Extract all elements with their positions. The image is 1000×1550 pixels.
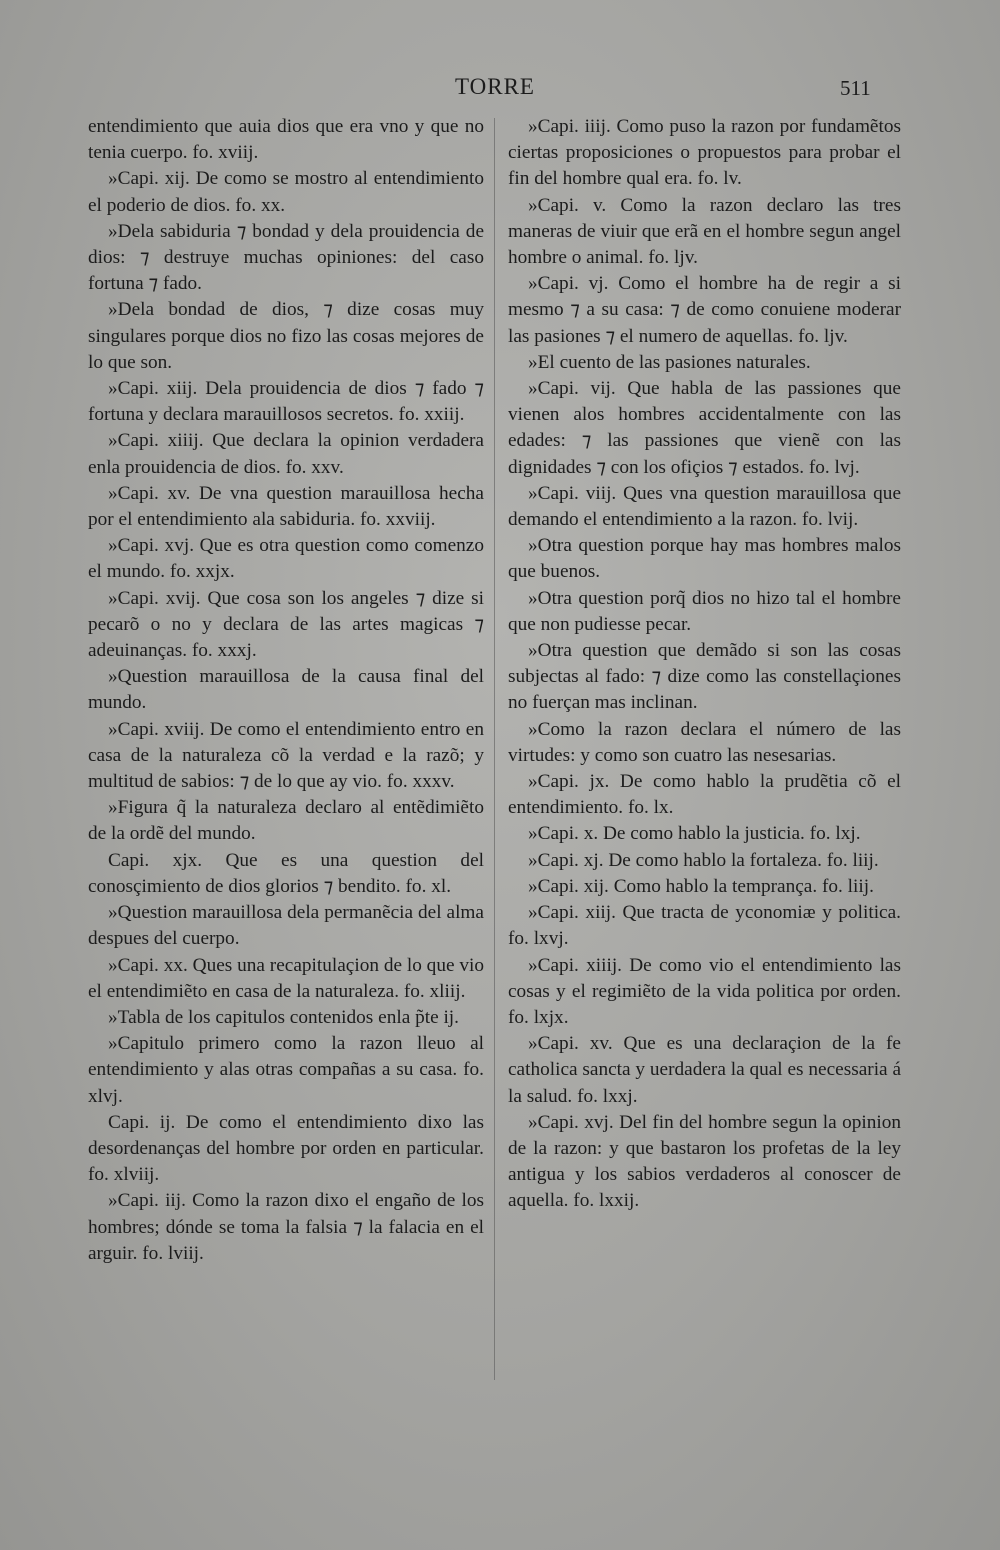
toc-entry: »Como la razon declara el número de las virtudes: y como son cuatro las nesesarias. <box>508 718 901 766</box>
page-number: 511 <box>840 76 871 100</box>
toc-entry: »Capi. xvj. Del fin del hombre segun la opinion de la razon: y que bastaron los profetas de la ley antigua y los sabios verdaderos al conoscer de aquella. fo. lxxij. <box>508 1111 901 1212</box>
toc-entry: »Capi. xiij. Que tracta de yconomiæ y politica. fo. lxvj. <box>508 902 901 950</box>
toc-entry: »Capi. xvj. Que es otra question como comenzo el mundo. fo. xxjx. <box>88 535 484 583</box>
toc-entry: »Otra question que demãdo si son las cosas subjectas al fado: ⁊ dize como las constellaçiones no fuerçan mas inclinan. <box>508 640 901 714</box>
toc-entry: »Capi. jx. De como hablo la prudẽtia cõ el entendimiento. fo. lx. <box>508 771 901 819</box>
toc-entry: »Capi. xij. De como se mostro al entendimiento el poderio de dios. fo. xx. <box>88 168 484 216</box>
toc-entry: »Otra question porq̃ dios no hizo tal el hombre que non pudiesse pecar. <box>508 587 901 635</box>
toc-entry: »Capi. xiij. Dela prouidencia de dios ⁊ fado ⁊ fortuna y declara marauillosos secretos. fo. xxiij. <box>88 378 484 426</box>
toc-entry: »Capi. x. De como hablo la justicia. fo. lxj. <box>528 823 861 845</box>
left-column <box>88 114 484 1267</box>
column-divider <box>494 118 495 1380</box>
toc-entry: »Capi. xiiij. De como vio el entendimiento las cosas y el regimiẽto de la vida politica por orden. fo. lxjx. <box>508 954 901 1028</box>
toc-entry: »Capi. iij. Como la razon dixo el engaño de los hombres; dónde se toma la falsia ⁊ la falacia en el arguir. fo. lviij. <box>88 1190 484 1264</box>
toc-entry: »Capi. xiiij. Que declara la opinion verdadera enla prouidencia de dios. fo. xxv. <box>88 430 484 478</box>
toc-entry: »Dela sabiduria ⁊ bondad y dela prouidencia de dios: ⁊ destruye muchas opiniones: del caso fortuna ⁊ fado. <box>88 220 484 295</box>
running-head <box>0 74 1000 104</box>
toc-entry: »Capi. vj. Como el hombre ha de regir a si mesmo ⁊ a su casa: ⁊ de como conuiene moderar las pasiones ⁊ el numero de aquellas. fo. ljv. <box>508 273 901 347</box>
toc-entry: »Figura q̃ la naturaleza declaro al entẽdimiẽto de la ordẽ del mundo. <box>88 797 484 845</box>
toc-entry: »Capi. xviij. De como el entendimiento entro en casa de la naturaleza cõ la verdad e la razõ; y multitud de sabios: ⁊ de lo que ay vio. fo. xxxv. <box>88 718 484 793</box>
toc-entry: »Capi. xj. De como hablo la fortaleza. fo. liij. <box>528 849 879 871</box>
toc-entry: »Question marauillosa de la causa final del mundo. <box>88 666 484 714</box>
toc-entry: Capi. ij. De como el entendimiento dixo las desordenanças del hombre por orden en particular. fo. xlviij. <box>88 1111 484 1186</box>
toc-entry: »Capi. xij. Como hablo la temprança. fo. liij. <box>528 875 874 897</box>
toc-entry: »Capi. viij. Ques vna question marauillosa que demando el entendimiento a la razon. fo. lvij. <box>508 482 901 531</box>
toc-entry: »Capitulo primero como la razon lleuo al entendimiento y alas otras compañas a su casa. fo. xlvj. <box>88 1033 484 1107</box>
toc-entry: Capi. xjx. Que es una question del conosçimiento de dios glorios ⁊ bendito. fo. xl. <box>88 849 484 897</box>
toc-entry: »Dela bondad de dios, ⁊ dize cosas muy singulares porque dios no fizo las cosas mejores de lo que son. <box>88 299 484 373</box>
running-title: TORRE <box>455 74 535 99</box>
toc-entry: »Tabla de los capitulos contenidos enla p̃te ij. <box>108 1006 459 1028</box>
toc-entry: »Capi. vij. Que habla de las passiones que vienen alos hombres accidentalmente con las edades: ⁊ las passiones que vienẽ con las dignidades ⁊ con los ofiçios ⁊ estados. fo. lvj. <box>508 378 901 478</box>
right-column <box>508 114 901 1215</box>
toc-entry: entendimiento que auia dios que era vno y que no tenia cuerpo. fo. xviij. <box>88 116 484 164</box>
toc-entry: »Capi. xvij. Que cosa son los angeles ⁊ dize si pecarõ o no y declara de las artes magicas ⁊ adeuinanças. fo. xxxj. <box>88 587 484 662</box>
toc-entry: »Capi. xv. De vna question marauillosa hecha por el entendimiento ala sabiduria. fo. xxviij. <box>88 482 484 531</box>
toc-entry: »Capi. v. Como la razon declaro las tres maneras de viuir que erã en el hombre segun angel hombre o animal. fo. ljv. <box>508 194 901 269</box>
toc-entry: »Question marauillosa dela permanẽcia del alma despues del cuerpo. <box>88 902 484 950</box>
toc-entry: »Capi. iiij. Como puso la razon por fundamẽtos ciertas proposiciones o propuestos para probar el fin del hombre qual era. fo. lv. <box>508 116 901 190</box>
toc-entry: »Capi. xx. Ques una recapitulaçion de lo que vio el entendimiẽto en casa de la naturaleza. fo. xliij. <box>88 954 484 1002</box>
toc-entry: »Capi. xv. Que es una declaraçion de la fe catholica sancta y uerdadera la qual es necessaria á la salud. fo. lxxj. <box>508 1033 901 1107</box>
toc-entry: »Otra question porque hay mas hombres malos que buenos. <box>508 535 901 583</box>
toc-entry: »El cuento de las pasiones naturales. <box>528 351 811 373</box>
